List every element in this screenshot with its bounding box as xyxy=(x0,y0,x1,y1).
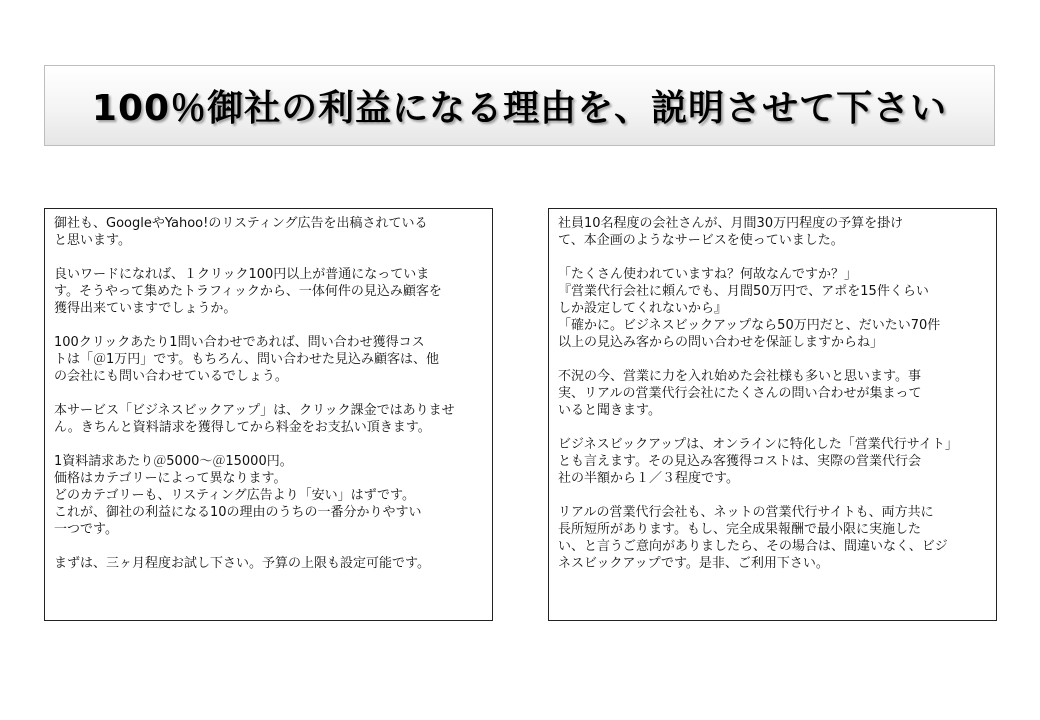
paragraph xyxy=(54,266,484,317)
text-line: どのカテゴリーも、リスティング広告より「安い」はずです。 xyxy=(54,488,416,503)
text-line: 不況の今、営業に力を入れ始めた会社様も多いと思います。事 xyxy=(558,369,921,384)
paragraph xyxy=(54,402,484,436)
text-line: て、本企画のようなサービスを使っていました。 xyxy=(558,233,844,248)
paragraph xyxy=(558,215,988,249)
text-line: ビジネスビックアップは、オンラインに特化した「営業代行サイト」 xyxy=(558,437,958,452)
paragraph xyxy=(54,555,484,572)
text-line: 『営業代行会社に頼んでも、月間50万円で、アポを15件くらい xyxy=(558,284,929,299)
text-line: 「たくさん使われていますね？何故なんですか？」 xyxy=(558,267,858,282)
left-text-panel xyxy=(44,208,493,621)
text-line: 100クリックあたり1問い合わせであれば、問い合わせ獲得コス xyxy=(54,335,425,350)
paragraph xyxy=(558,368,988,419)
text-line: 社の半額から１／３程度です。 xyxy=(558,471,739,486)
text-line: 良いワードになれば、１クリック100円以上が普通になっていま xyxy=(54,267,430,282)
text-line: 実、リアルの営業代行会社にたくさんの問い合わせが集まって xyxy=(558,386,922,401)
paragraph xyxy=(558,436,988,487)
text-line: まずは、三ヶ月程度お試し下さい。予算の上限も設定可能です。 xyxy=(54,556,430,571)
text-line: す。そうやって集めたトラフィックから、一体何件の見込み顧客を xyxy=(54,284,442,299)
text-line: 価格はカテゴリーによって異なります。 xyxy=(54,471,287,486)
paragraph xyxy=(54,215,484,249)
text-line: とも言えます。その見込み客獲得コストは、実際の営業代行会 xyxy=(558,454,921,469)
text-line: 社員10名程度の会社さんが、月間30万円程度の予算を掛け xyxy=(558,216,904,231)
text-line: と思います。 xyxy=(54,233,131,248)
paragraph xyxy=(558,504,988,572)
text-line: しか設定してくれないから』 xyxy=(558,301,728,316)
text-line: 「確かに。ビジネスビックアップなら50万円だと、だいたい70件 xyxy=(558,318,941,333)
paragraph xyxy=(54,334,484,385)
right-text-panel xyxy=(548,208,997,621)
text-line: 1資料請求あたり＠5000～＠15000円。 xyxy=(54,454,293,469)
text-line: 獲得出来ていますでしょうか。 xyxy=(54,301,237,316)
title-banner xyxy=(44,65,995,146)
text-line: ん。きちんと資料請求を獲得してから料金をお支払い頂きます。 xyxy=(54,420,431,435)
text-line: い、と言うご意向がありましたら、その場合は、間違いなく、ビジ xyxy=(558,539,948,554)
text-line: 本サービス「ビジネスビックアップ」は、クリック課金ではありませ xyxy=(54,403,455,418)
text-line: これが、御社の利益になる10の理由のうちの一番分かりやすい xyxy=(54,505,422,520)
paragraph xyxy=(54,453,484,538)
text-line: 一つです。 xyxy=(54,522,118,537)
text-line: の会社にも問い合わせているでしょう。 xyxy=(54,369,288,384)
text-line: 長所短所があります。もし、完全成果報酬で最小限に実施した xyxy=(558,522,921,537)
text-line: ネスビックアップです。是非、ご利用下さい。 xyxy=(558,556,829,571)
paragraph xyxy=(558,266,988,351)
text-line: リアルの営業代行会社も、ネットの営業代行サイトも、両方共に xyxy=(558,505,934,520)
text-line: トは「＠1万円」です。もちろん、問い合わせた見込み顧客は、他 xyxy=(54,352,440,367)
text-line: 以上の見込み客からの問い合わせを保証しますからね」 xyxy=(558,335,884,350)
text-line: いると聞きます。 xyxy=(558,403,661,418)
text-line: 御社も、GoogleやYahoo!のリスティング広告を出稿されている xyxy=(54,216,428,231)
page-title: 100％御社の利益になる理由を、説明させて下さい xyxy=(91,88,948,129)
